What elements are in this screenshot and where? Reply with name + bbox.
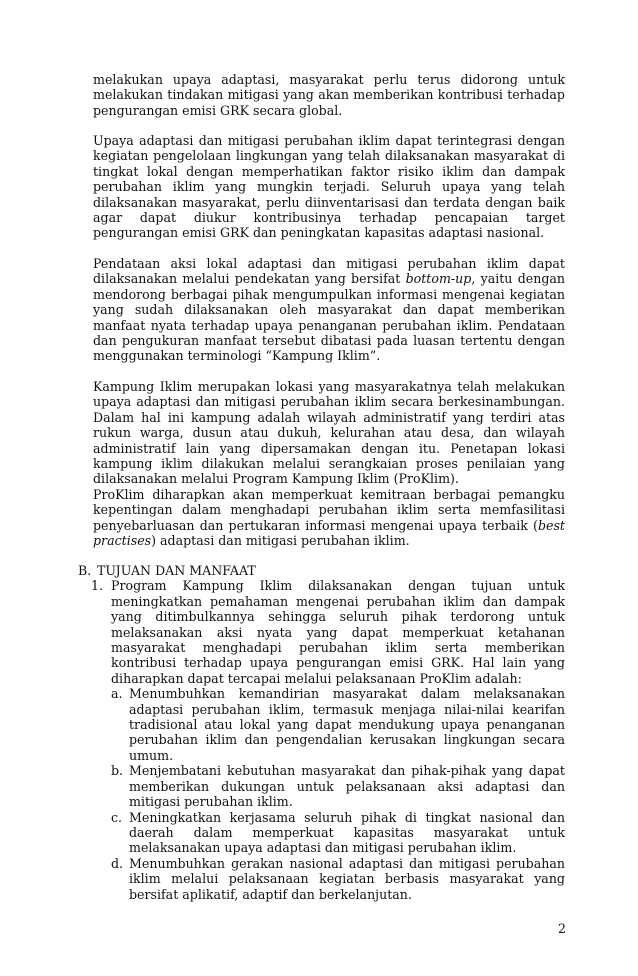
list-item-marker: b. <box>111 763 124 779</box>
paragraph-3-text <box>93 256 565 364</box>
paragraph-2-text: Upaya adaptasi dan mitigasi perubahan iklim dapat terintegrasi dengan kegiatan pengelolaan lingkungan yang telah dilaksanakan masyarakat di tingkat lokal dengan memperhatikan faktor risiko iklim dan dampak perubahan iklim yang mungkin terjadi. Seluruh upaya yang telah dilaksanakan masyarakat, perlu diinventarisasi dan terdata dengan baik agar dapat diukur kontribusinya terhadap pencapaian target pengurangan emisi GRK dan peningkatan kapasitas adaptasi nasional. <box>93 133 565 241</box>
sub-item-list <box>111 686 565 902</box>
paragraph-3-part-2: , yaitu dengan mendorong berbagai pihak mengumpulkan informasi mengenai kegiatan yang sudah dilaksanakan oleh masyarakat dan dapat memberikan manfaat nyata terhadap upaya penanganan perubahan iklim. Pendataan dan pengukuran manfaat tersebut dibatasi pada luasan tertentu dengan menggunakan terminologi “Kampung Iklim”. <box>93 271 565 364</box>
list-item <box>111 856 565 902</box>
list-item-marker: c. <box>111 809 123 825</box>
numbered-item-1 <box>91 578 565 902</box>
list-item-marker: a. <box>111 686 123 702</box>
section-letter: B. <box>78 563 92 578</box>
paragraph-3-part-1: Pendataan aksi lokal adaptasi dan mitigasi perubahan iklim dapat dilaksanakan melalui pendekatan yang bersifat <box>93 256 565 287</box>
best-practises-term: best practises <box>93 517 565 549</box>
item-1-text: Program Kampung Iklim dilaksanakan dengan tujuan untuk meningkatkan pemahaman mengenai perubahan iklim dan dampak yang ditimbulkannya sehingga seluruh pihak terdorong untuk melaksanakan aksi nyata yang dapat memperkuat ketahanan masyarakat menghadapi perubahan iklim serta memberikan kontribusi terhadap upaya pengurangan emisi GRK. Hal lain yang diharapkan dapat tercapai melalui pelaksanaan ProKlim adalah: <box>111 578 565 686</box>
section-b <box>78 563 565 902</box>
page-number: 2 <box>557 921 566 936</box>
list-item <box>111 686 565 763</box>
section-title: TUJUAN DAN MANFAAT <box>97 563 256 578</box>
list-item-text: Menumbuhkan kemandirian masyarakat dalam melaksanakan adaptasi perubahan iklim, termasuk menjaga nilai-nilai kearifan tradisional atau lokal yang dapat mendukung upaya penanganan perubahan iklim dan pengendalian kerusakan lingkungan secara umum. <box>129 686 565 763</box>
paragraph-4-text: Kampung Iklim merupakan lokasi yang masyarakatnya telah melakukan upaya adaptasi dan mitigasi perubahan iklim secara berkesinambungan. Dalam hal ini kampung adalah wilayah administratif yang terdiri atas rukun warga, dusun atau dukuh, kelurahan atau desa, dan wilayah administratif lain yang dipersamakan dengan itu. Penetapan lokasi kampung iklim dilakukan melalui serangkaian proses penilaian yang dilaksanakan melalui Program Kampung Iklim (ProKlim). <box>93 379 565 487</box>
list-item <box>111 763 565 809</box>
paragraph-1 <box>93 72 565 118</box>
list-item-text: Menumbuhkan gerakan nasional adaptasi dan mitigasi perubahan iklim melalui pelaksanaan kegiatan berbasis masyarakat yang bersifat aplikatif, adaptif dan berkelanjutan. <box>129 855 565 902</box>
bottom-up-term: bottom-up <box>405 271 472 287</box>
list-item-text: Meningkatkan kerjasama seluruh pihak di tingkat nasional dan daerah dalam memperkuat kapasitas masyarakat untuk melaksanakan upaya adaptasi dan mitigasi perubahan iklim. <box>129 809 565 856</box>
paragraph-2 <box>93 133 565 241</box>
list-item-marker: d. <box>111 855 124 871</box>
paragraph-5-text <box>93 487 565 549</box>
paragraph-5 <box>93 487 565 549</box>
section-heading <box>78 563 565 578</box>
list-item <box>111 810 565 856</box>
paragraph-5-part-2: ) adaptasi dan mitigasi perubahan iklim. <box>151 533 410 549</box>
paragraph-1-text: melakukan upaya adaptasi, masyarakat perlu terus didorong untuk melakukan tindakan mitigasi yang akan memberikan kontribusi terhadap pengurangan emisi GRK secara global. <box>93 72 565 118</box>
paragraph-4 <box>93 379 565 487</box>
paragraph-5-part-1: ProKlim diharapkan akan memperkuat kemitraan berbagai pemangku kepentingan dalam menghadapi perubahan iklim serta memfasilitasi penyebarluasan dan pertukaran informasi mengenai upaya terbaik ( <box>93 487 565 533</box>
paragraph-3 <box>93 256 565 364</box>
item-number: 1. <box>91 578 104 594</box>
list-item-text: Menjembatani kebutuhan masyarakat dan pihak-pihak yang dapat memberikan dukungan untuk pelaksanaan aksi adaptasi dan mitigasi perubahan iklim. <box>129 763 565 810</box>
